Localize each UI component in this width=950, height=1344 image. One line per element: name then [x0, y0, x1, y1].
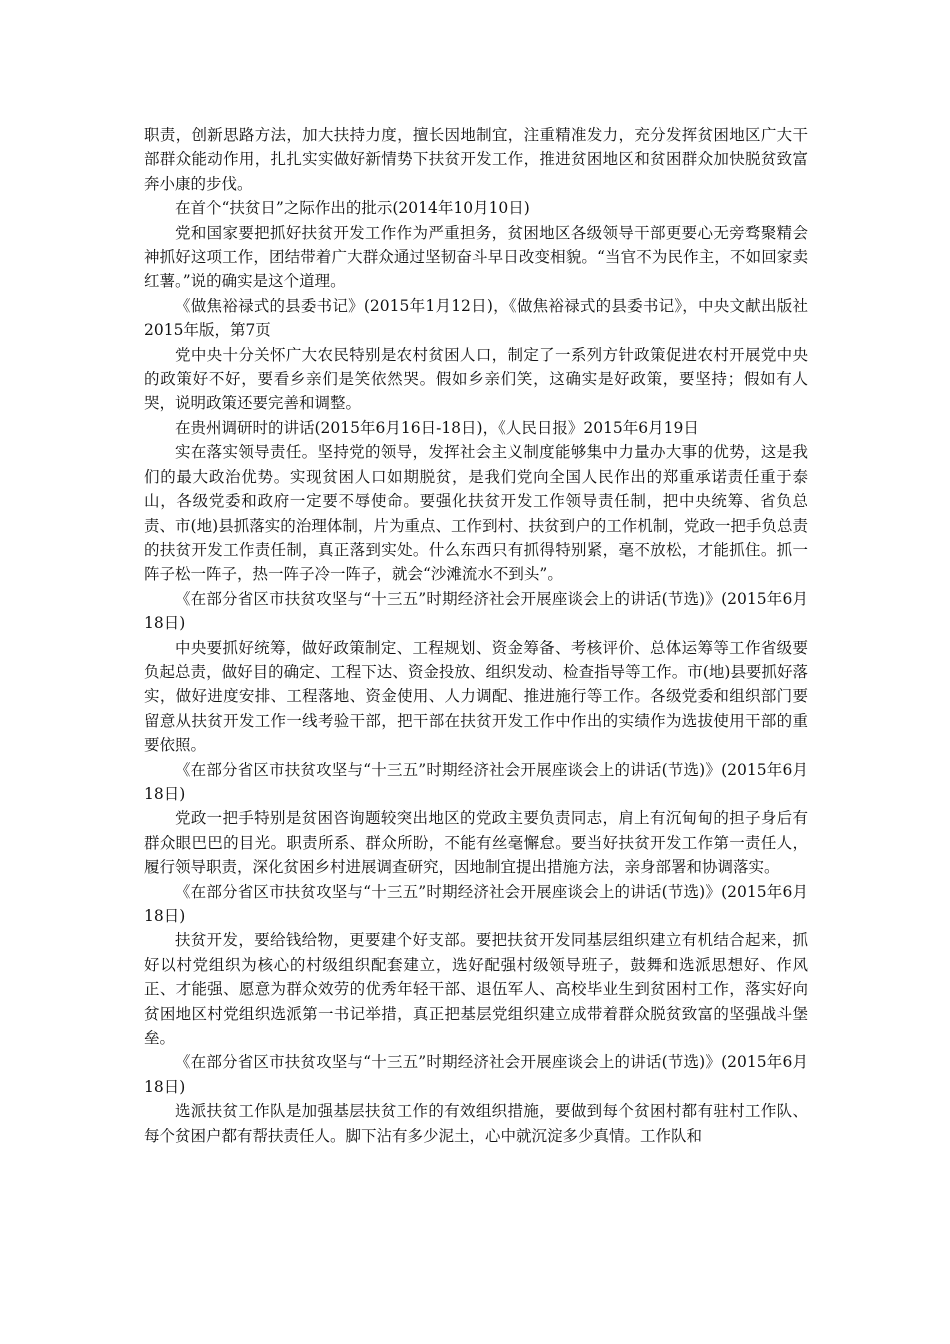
quote-paragraph: 党和国家要把抓好扶贫开发工作作为严重担务，贫困地区各级领导干部更要心无旁骛聚精会神抓好这项工作，团结带着广大群众通过坚韧奋斗早日改变相貌。“当官不为民作主，不如回家卖红薯。”说的确实是这个道理。 [144, 223, 808, 291]
source-citation: 《在部分省区市扶贫攻坚与“十三五”时期经济社会开展座谈会上的讲话(节选)》(2015年6月18日) [144, 760, 808, 803]
source-citation: 在贵州调研时的讲话(2015年6月16日-18日)，《人民日报》2015年6月19日 [175, 418, 699, 437]
document-body [144, 123, 808, 1148]
quote-paragraph: 扶贫开发，要给钱给物，更要建个好支部。要把扶贫开发同基层组织建立有机结合起来，抓好以村党组织为核心的村级组织配套建立，选好配强村级领导班子，鼓舞和选派思想好、作风正、才能强、愿意为群众效劳的优秀年轻干部、退伍军人、高校毕业生到贫困村工作，落实好向贫困地区村党组织选派第一书记举措，真正把基层党组织建立成带着群众脱贫致富的坚强战斗堡垒。 [144, 931, 808, 1048]
quote-paragraph: 中央要抓好统筹，做好政策制定、工程规划、资金筹备、考核评价、总体运筹等工作省级要负起总责，做好目的确定、工程下达、资金投放、组织发动、检查指导等工作。市(地)县要抓好落实，做好进度安排、工程落地、资金使用、人力调配、推进施行等工作。各级党委和组织部门要留意从扶贫开发工作一线考验干部，把干部在扶贫开发工作中作出的实绩作为选拔使用干部的重要依照。 [144, 638, 808, 755]
quote-paragraph: 党中央十分关怀广大农民特别是农村贫困人口，制定了一系列方针政策促进农村开展党中央的政策好不好，要看乡亲们是笑依然哭。假如乡亲们笑，这确实是好政策，要坚持；假如有人哭，说明政策还要完善和调整。 [144, 345, 808, 413]
quote-paragraph: 实在落实领导责任。坚持党的领导，发挥社会主义制度能够集中力量办大事的优势，这是我们的最大政治优势。实现贫困人口如期脱贫，是我们党向全国人民作出的郑重承诺责任重于泰山，各级党委和政府一定要不辱使命。要强化扶贫开发工作领导责任制，把中央统筹、省负总责、市(地)县抓落实的治理体制，片为重点、工作到村、扶贫到户的工作机制，党政一把手负总责的扶贫开发工作责任制，真正落到实处。什么东西只有抓得特别紧，毫不放松，才能抓住。抓一阵子松一阵子，热一阵子冷一阵子，就会“沙滩流水不到头”。 [144, 443, 808, 584]
quote-paragraph: 党政一把手特别是贫困咨询题较突出地区的党政主要负责同志，肩上有沉甸甸的担子身后有群众眼巴巴的目光。职责所系、群众所盼，不能有丝毫懈怠。要当好扶贫开发工作第一责任人，履行领导职责，深化贫困乡村进展调查研究，因地制宜提出措施方法，亲身部署和协调落实。 [144, 809, 808, 877]
source-citation: 《做焦裕禄式的县委书记》(2015年1月12日)，《做焦裕禄式的县委书记》，中央文献出版社2015年版，第7页 [144, 296, 808, 340]
paragraph-continued: 职责，创新思路方法，加大扶持力度，擅长因地制宜，注重精准发力，充分发挥贫困地区广大干部群众能动作用，扎扎实实做好新情势下扶贫开发工作，推进贫困地区和贫困群众加快脱贫致富奔小康的步伐。 [144, 126, 808, 193]
source-citation: 在首个“扶贫日”之际作出的批示(2014年10月10日) [175, 199, 530, 218]
quote-paragraph: 选派扶贫工作队是加强基层扶贫工作的有效组织措施，要做到每个贫困村都有驻村工作队、每个贫困户都有帮扶责任人。脚下沾有多少泥土，心中就沉淀多少真情。工作队和 [144, 1102, 808, 1145]
source-citation: 《在部分省区市扶贫攻坚与“十三五”时期经济社会开展座谈会上的讲话(节选)》(2015年6月18日) [144, 1053, 808, 1096]
source-citation: 《在部分省区市扶贫攻坚与“十三五”时期经济社会开展座谈会上的讲话(节选)》(2015年6月18日) [144, 882, 808, 925]
source-citation: 《在部分省区市扶贫攻坚与“十三五”时期经济社会开展座谈会上的讲话(节选)》(2015年6月18日) [144, 589, 808, 633]
